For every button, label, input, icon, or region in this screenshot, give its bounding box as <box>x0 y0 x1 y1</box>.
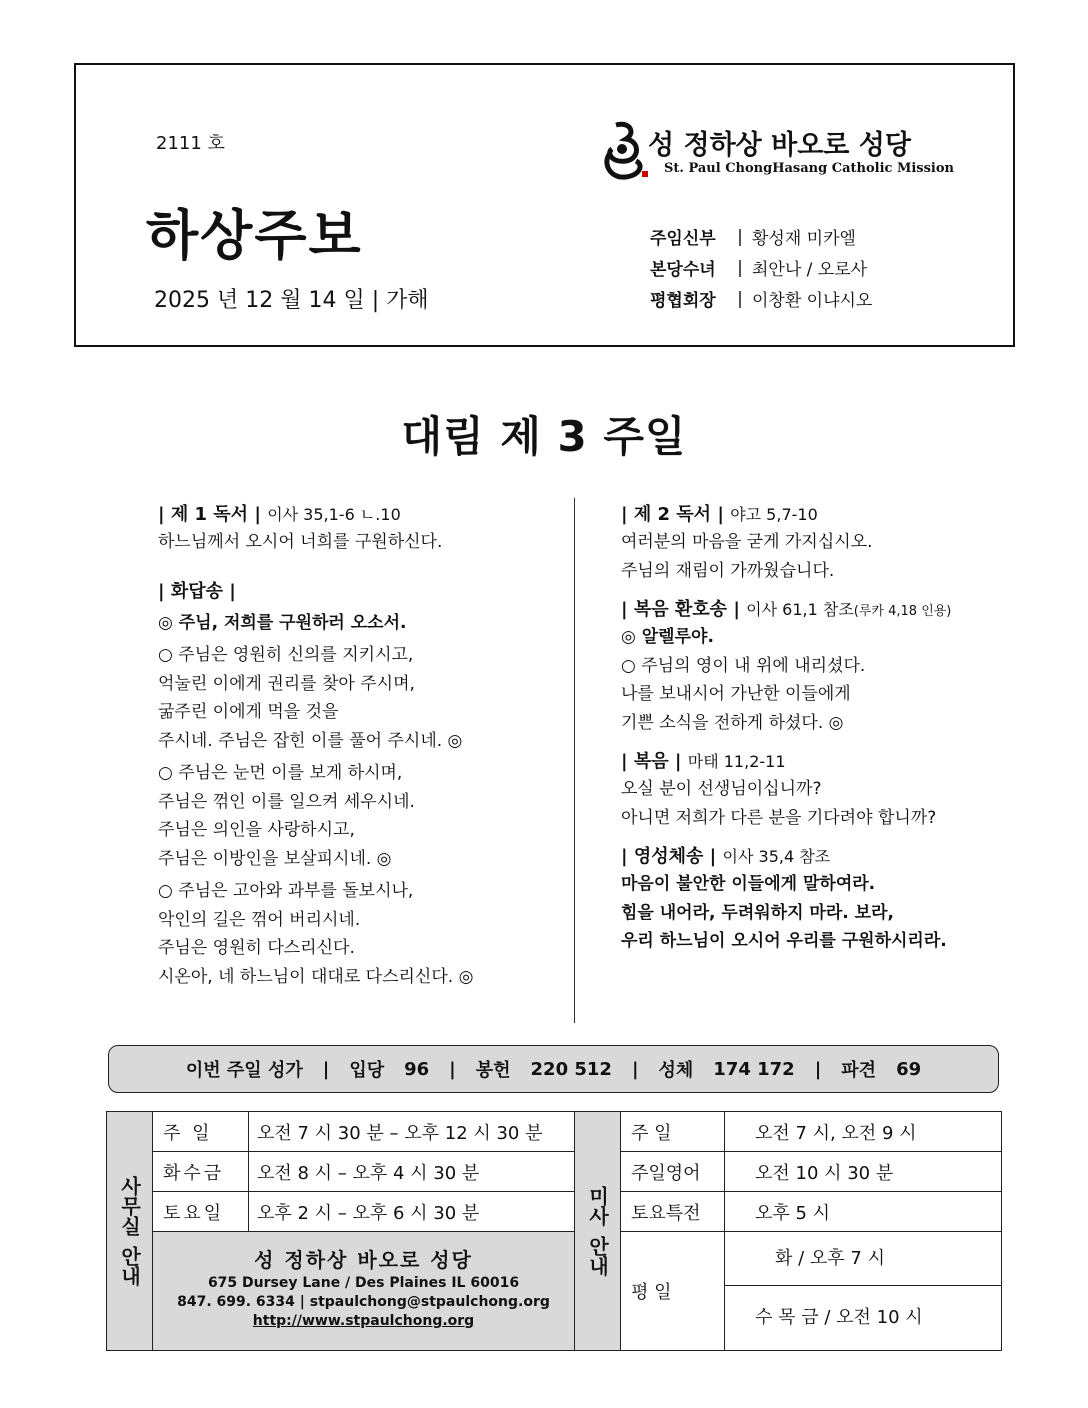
left-column <box>158 500 558 991</box>
hymn-number: 220 512 <box>530 1058 612 1080</box>
communion-heading <box>621 842 1041 870</box>
bulletin-title: 하상주보 <box>146 204 363 267</box>
contact-church-name: 성 정하상 바오로 성당 <box>254 1248 473 1272</box>
church-name-kr: 성 정하상 바오로 성당 <box>648 130 911 161</box>
hymn-name: 입당 <box>349 1060 385 1081</box>
header-box <box>74 63 1015 347</box>
gospel-heading <box>621 747 1041 775</box>
weekday-mass-cell <box>725 1232 1002 1351</box>
psalm-line: 주님은 꺾인 이를 일으켜 세우시네. <box>158 791 415 812</box>
psalm-line: 시온아, 네 하느님이 대대로 다스리신다. ◎ <box>158 966 474 987</box>
staff-name: 황성재 미카엘 <box>752 229 856 249</box>
acclamation-response: ◎ 알렐루야. <box>621 627 714 647</box>
reading2-ref: 야고 5,7-10 <box>730 505 818 524</box>
reading2-heading <box>621 500 1041 528</box>
staff-row <box>650 252 872 283</box>
hymn-name: 봉헌 <box>475 1060 511 1081</box>
staff-name: 이창환 이냐시오 <box>752 291 873 311</box>
psalm-line: 주님은 이방인을 보살피시네. ◎ <box>158 848 392 869</box>
hymn-name: 파견 <box>841 1060 877 1081</box>
psalm-line: 악인의 길은 꺾어 버리시네. <box>158 909 361 930</box>
staff-name: 최안나 / 오로사 <box>752 260 868 280</box>
contact-info <box>153 1232 575 1351</box>
communion-label: | 영성체송 | <box>621 846 717 867</box>
staff-role: 주임신부 <box>650 229 716 249</box>
issue-number: 2111 호 <box>156 133 225 154</box>
weekday-label: 평 일 <box>621 1232 725 1351</box>
reading2-line: 여러분의 마음을 굳게 가지십시오. <box>621 532 873 552</box>
gospel-line: 오실 분이 선생님이십니까? <box>621 779 822 799</box>
column-divider <box>574 498 575 1023</box>
staff-role: 본당수녀 <box>650 260 716 280</box>
bulletin-date: 2025 년 12 월 14 일 | 가해 <box>154 288 429 313</box>
hymn-number: 96 <box>404 1058 430 1080</box>
separator: | <box>737 288 743 309</box>
staff-list <box>650 221 872 314</box>
psalm-heading: | 화답송 | <box>158 580 236 602</box>
psalm-line: ○ 주님은 영원히 신의를 지키시고, <box>158 645 414 665</box>
communion-line: 마음이 불안한 이들에게 말하여라. <box>621 874 876 894</box>
separator: | <box>737 226 743 247</box>
office-hours: 오전 8 시 – 오후 4 시 30 분 <box>249 1152 575 1192</box>
separator: | <box>631 1058 639 1080</box>
acclamation-line: 기쁜 소식을 전하게 하셨다. ◎ <box>621 712 844 733</box>
acclamation-line: 나를 보내시어 가난한 이들에게 <box>621 684 851 704</box>
psalm-line: ○ 주님은 눈먼 이를 보게 하시며, <box>158 763 403 783</box>
separator: | <box>322 1058 330 1080</box>
office-hours: 오후 2 시 – 오후 6 시 30 분 <box>249 1192 575 1232</box>
mass-time: 오후 5 시 <box>725 1192 1002 1232</box>
communion-ref: 이사 35,4 참조 <box>722 847 831 866</box>
reading1-text: 하느님께서 오시어 너희를 구원하신다. <box>158 532 443 552</box>
weekday-mass-time: 화 / 오후 7 시 <box>725 1232 1001 1286</box>
hymn-name: 성체 <box>658 1060 694 1081</box>
acclamation-heading <box>621 595 1041 623</box>
separator: | <box>449 1058 456 1080</box>
hymn-number: 174 172 <box>713 1058 795 1080</box>
hymn-bar <box>108 1045 999 1093</box>
separator: | <box>814 1058 822 1080</box>
hymn-label: 이번 주일 성가 <box>185 1060 303 1081</box>
office-day: 토요일 <box>153 1192 249 1232</box>
mass-time: 오전 7 시, 오전 9 시 <box>725 1112 1002 1152</box>
psalm-line: 주님은 의인을 사랑하시고, <box>158 820 355 840</box>
psalm-line: 굶주린 이에게 먹을 것을 <box>158 702 339 722</box>
mass-day: 주일영어 <box>621 1152 725 1192</box>
psalm-line: ○ 주님은 고아와 과부를 돌보시나, <box>158 881 414 901</box>
communion-line: 힘을 내어라, 두려워하지 마라. 보라, <box>621 902 894 923</box>
sunday-title: 대림 제 3 주일 <box>401 412 687 461</box>
acclamation-ref-note: (루카 4,18 인용) <box>853 604 952 619</box>
contact-website-link[interactable]: http://www.stpaulchong.org <box>252 1313 475 1329</box>
info-table <box>106 1111 1002 1351</box>
staff-row <box>650 283 872 314</box>
office-day: 화수금 <box>153 1152 249 1192</box>
communion-line: 우리 하느님이 오시어 우리를 구원하시리라. <box>621 931 947 951</box>
mass-time: 오전 10 시 30 분 <box>725 1152 1002 1192</box>
acclamation-line: ○ 주님의 영이 내 위에 내리셨다. <box>621 655 866 676</box>
contact-address: 675 Dursey Lane / Des Plaines IL 60016 <box>207 1275 520 1291</box>
psalm-line: 억눌린 이에게 권리를 찾아 주시며, <box>158 673 415 694</box>
separator: | <box>737 257 743 278</box>
reading1-ref: 이사 35,1-6 ㄴ.10 <box>267 505 401 524</box>
reading2-label: | 제 2 독서 | <box>621 504 724 525</box>
staff-row <box>650 221 872 252</box>
office-label: 사무실 안내 <box>107 1112 153 1351</box>
reading1-label: | 제 1 독서 | <box>158 504 261 525</box>
mass-label: 미사 안내 <box>575 1112 621 1351</box>
right-column <box>621 500 1041 956</box>
mass-day: 토요특전 <box>621 1192 725 1232</box>
staff-role: 평협회장 <box>650 291 716 311</box>
psalm-line: 주시네. 주님은 잡힌 이를 풀어 주시네. ◎ <box>158 730 463 751</box>
church-name-en: St. Paul ChongHasang Catholic Mission <box>664 161 954 176</box>
office-hours: 오전 7 시 30 분 – 오후 12 시 30 분 <box>249 1112 575 1152</box>
church-logo <box>596 119 996 189</box>
church-emblem-icon <box>596 119 652 183</box>
mass-day: 주 일 <box>621 1112 725 1152</box>
gospel-ref: 마태 11,2-11 <box>687 752 786 771</box>
acclamation-label: | 복음 환호송 | <box>621 599 740 620</box>
office-day: 주 일 <box>153 1112 249 1152</box>
reading2-line: 주님의 재림이 가까웠습니다. <box>621 560 835 581</box>
weekday-mass-time: 수 목 금 / 오전 10 시 <box>755 1307 923 1328</box>
contact-phone-email: 847. 699. 6334 | stpaulchong@stpaulchong.org <box>177 1294 550 1310</box>
reading1-heading <box>158 500 558 528</box>
gospel-label: | 복음 | <box>621 751 682 772</box>
gospel-line: 아니면 저희가 다른 분을 기다려야 합니까? <box>621 807 937 828</box>
hymn-number: 69 <box>896 1058 922 1080</box>
acclamation-ref: 이사 61,1 참조 <box>746 600 854 619</box>
psalm-line: 주님은 영원히 다스리신다. <box>158 938 355 958</box>
psalm-response: ◎ 주님, 저희를 구원하러 오소서. <box>158 612 407 633</box>
